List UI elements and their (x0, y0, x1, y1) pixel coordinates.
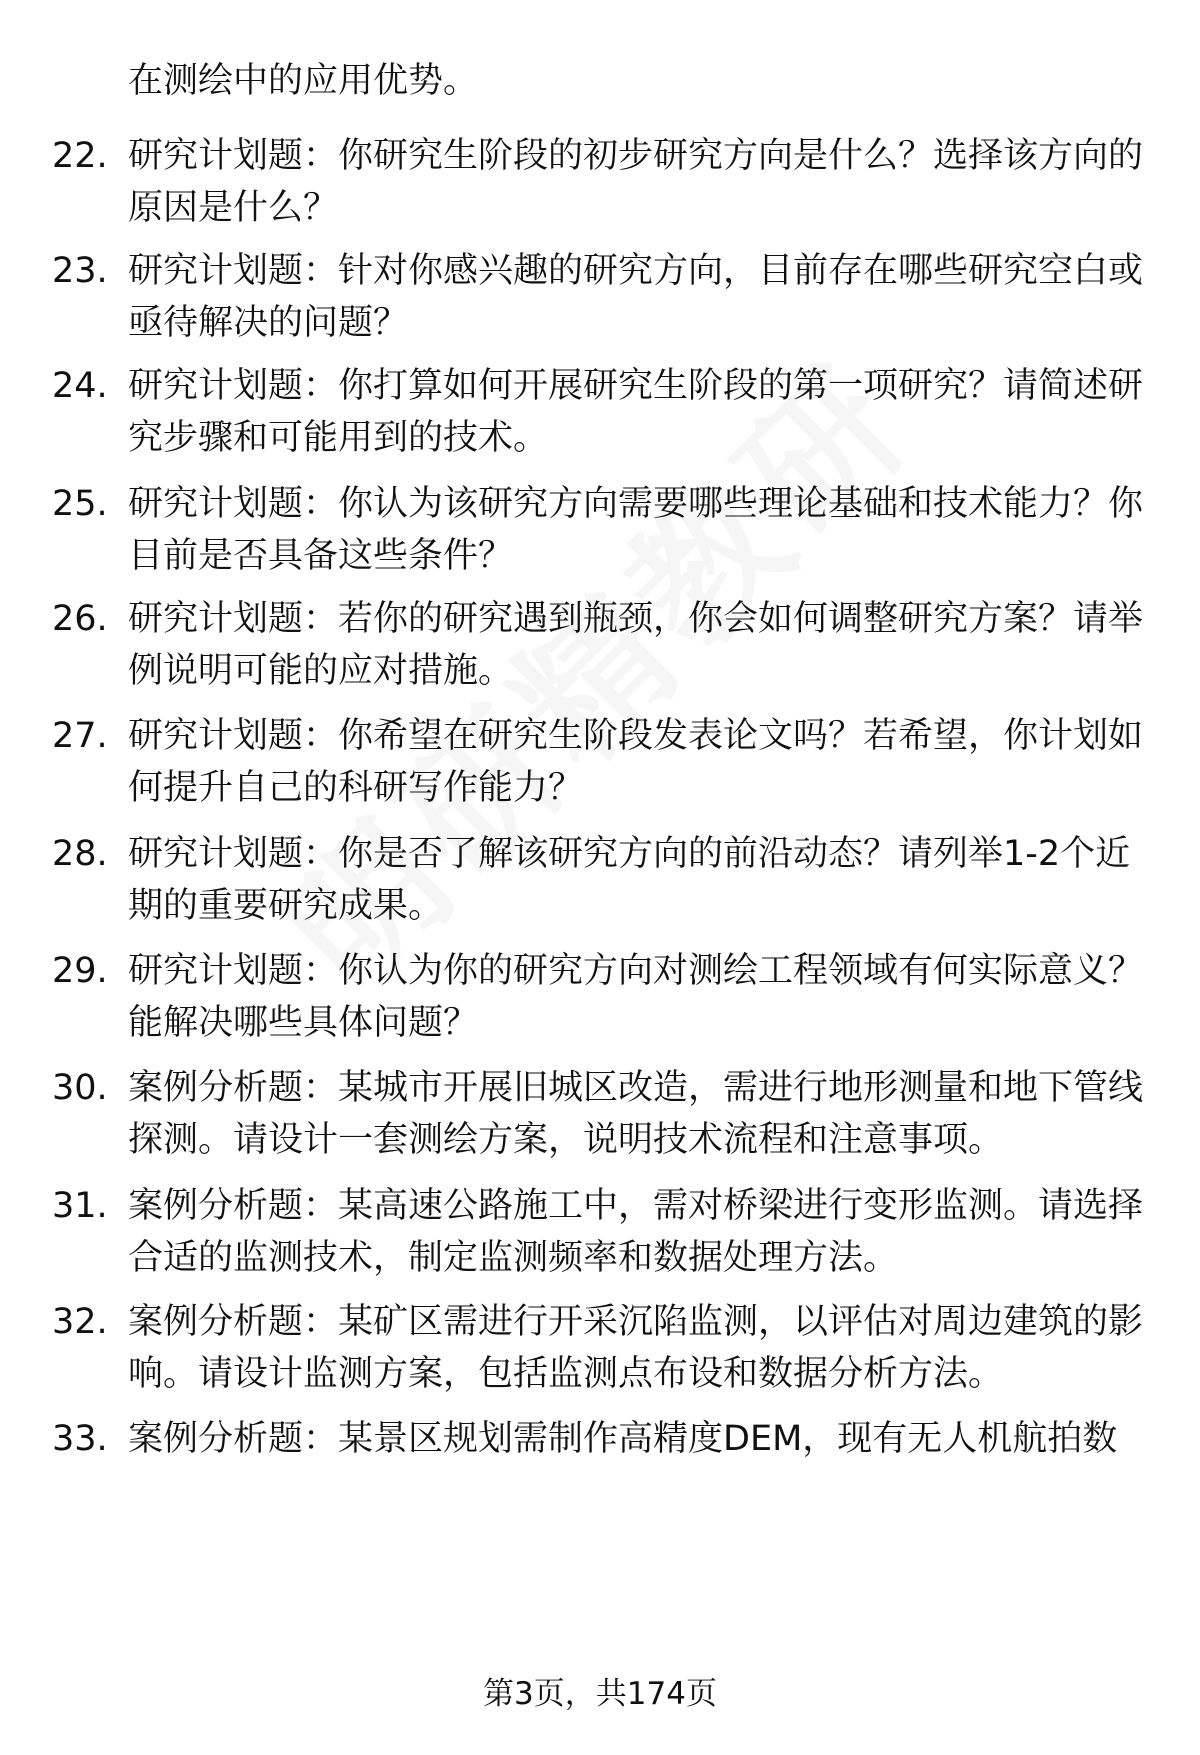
question-text: 研究计划题：你打算如何开展研究生阶段的第一项研究？请简述研究步骤和可能用到的技术。 (128, 366, 1144, 458)
question-text: 案例分析题：某城市开展旧城区改造，需进行地形测量和地下管线探测。请设计一套测绘方案，说明技术流程和注意事项。 (128, 1068, 1144, 1160)
question-number: 31. (52, 1186, 108, 1226)
question-number: 24. (52, 366, 108, 406)
question-text: 研究计划题：若你的研究遇到瓶颈，你会如何调整研究方案？请举例说明可能的应对措施。 (128, 599, 1144, 691)
question-number: 33. (52, 1419, 108, 1459)
question-number: 29. (52, 951, 108, 991)
question-number: 27. (52, 716, 108, 756)
question-text: 研究计划题：你是否了解该研究方向的前沿动态？请列举1-2个近期的重要研究成果。 (128, 834, 1131, 926)
question-number: 26. (52, 599, 108, 639)
question-number: 22. (52, 136, 108, 176)
question-text: 研究计划题：你认为你的研究方向对测绘工程领域有何实际意义？能解决哪些具体问题？ (128, 951, 1144, 1043)
question-text: 案例分析题：某矿区需进行开采沉陷监测，以评估对周边建筑的影响。请设计监测方案，包括监测点布设和数据分析方法。 (128, 1302, 1144, 1394)
question-text: 案例分析题：某景区规划需制作高精度DEM，现有无人机航拍数 (128, 1419, 1118, 1459)
question-number: 23. (52, 251, 108, 291)
question-text: 研究计划题：你希望在研究生阶段发表论文吗？若希望，你计划如何提升自己的科研写作能力？ (128, 716, 1144, 808)
continuation-text: 在测绘中的应用优势。 (128, 61, 479, 101)
question-number: 30. (52, 1068, 108, 1108)
question-number: 32. (52, 1302, 108, 1342)
question-text: 研究计划题：针对你感兴趣的研究方向，目前存在哪些研究空白或亟待解决的问题？ (128, 251, 1144, 343)
question-number: 28. (52, 834, 108, 874)
question-text: 研究计划题：你研究生阶段的初步研究方向是什么？选择该方向的原因是什么？ (128, 136, 1144, 228)
page-footer: 第3页，共174页 (483, 1676, 717, 1712)
question-number: 25. (52, 484, 108, 524)
question-text: 案例分析题：某高速公路施工中，需对桥梁进行变形监测。请选择合适的监测技术，制定监测频率和数据处理方法。 (128, 1186, 1144, 1278)
question-text: 研究计划题：你认为该研究方向需要哪些理论基础和技术能力？你目前是否具备这些条件？ (128, 484, 1144, 576)
